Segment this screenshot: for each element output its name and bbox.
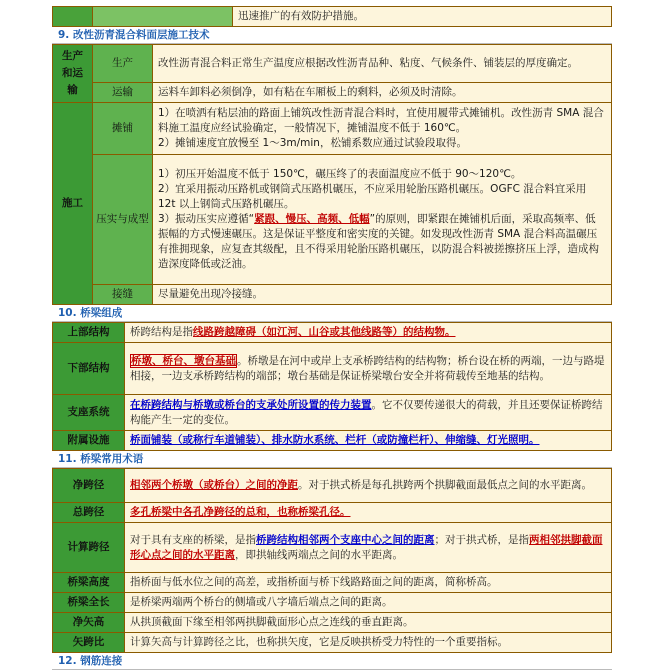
group-construction: 施工 — [53, 103, 93, 305]
row-text-production: 改性沥青混合料正常生产温度应根据改性沥青品种、粘度、气候条件、铺装层的厚度确定。 — [153, 45, 612, 83]
row-label-bearing-system: 支座系统 — [53, 395, 125, 431]
compaction-p3-lead: 3）振动压实应遵循“ — [158, 213, 255, 225]
row-text-substructure: 桥墩、桥台、墩台基础。桥墩是在河中或岸上支承桥跨结构的结构物；桥台设在桥的两端，一边与路堤相接，一边支承桥跨结构的端部；墩台基础是保证桥梁墩台安全并将荷载传至地基的结构。 — [125, 343, 612, 395]
row-label-substructure: 下部结构 — [53, 343, 125, 395]
group-production-transport: 生产和运输 — [53, 45, 93, 103]
row-label-joint: 接缝 — [93, 285, 153, 305]
calc-span-highlight-2: 两相邻拱脚截面形心点之间的水平距离 — [130, 533, 603, 561]
clear-span-highlight: 相邻两个桥墩（或桥台）之间的净距 — [130, 479, 298, 491]
row-label-clear-rise: 净矢高 — [53, 613, 125, 633]
section-9-table — [52, 44, 612, 305]
ancillary-highlight: 桥面铺装（或称行车道铺装）、排水防水系统、栏杆（或防撞栏杆）、伸缩缝、灯光照明。 — [130, 434, 540, 446]
row-text-total-span — [125, 503, 612, 523]
row-label-ancillary: 附属设施 — [53, 431, 125, 451]
substructure-highlight: 桥墩、桥台、墩台基础 — [131, 354, 236, 367]
compaction-p3-rest: ”的原则，即紧跟在摊铺机后面，采取高频率、低振幅的方式慢速碾压。这是保证平整度和密实度的关键。如发现改性沥青 SMA 混合料高温碾压有推拥现象，应复查其级配，且不得采用轮胎压路机碾压，以防混合料被搓擦挤压上浮，造成构造深度降低或泛油。 — [158, 213, 599, 270]
top-continuation-table — [52, 6, 612, 27]
document-page — [52, 0, 612, 670]
section-9-title: 9. 改性沥青混合料面层施工技术 — [52, 27, 612, 44]
row-text-ancillary — [125, 431, 612, 451]
compaction-para-3 — [158, 212, 606, 272]
row-text-joint: 尽量避免出现冷接缝。 — [153, 285, 612, 305]
row-label-production: 生产 — [93, 45, 153, 83]
row-label-clear-span: 净跨径 — [53, 469, 125, 503]
calc-span-highlight-1: 桥跨结构相邻两个支座中心之间的距离 — [256, 533, 435, 546]
row-text-paving: 1）在喷洒有粘层油的路面上铺筑改性沥青混合料时，宜使用履带式摊铺机。改性沥青 SMA 混合料施工温度应经试验确定，一般情况下，摊铺温度不低于 160℃。 2）摊铺速度宜放慢至 1～3m/min，松铺系数应通过试验段取得。 — [153, 103, 612, 155]
section-10-title: 10. 桥梁组成 — [52, 305, 612, 322]
row-label-superstructure: 上部结构 — [53, 323, 125, 343]
section-11-table — [52, 468, 612, 653]
row-label-calc-span: 计算跨径 — [53, 523, 125, 573]
row-text-bridge-length: 是桥梁两端两个桥台的侧墙或八字墙后端点之间的距离。 — [125, 593, 612, 613]
row-text-superstructure: 桥跨结构是指线路跨越障碍（如江河、山谷或其他线路等）的结构物。 — [125, 323, 612, 343]
row-label-rise-span-ratio: 矢跨比 — [53, 633, 125, 653]
row-text-bridge-height: 指桥面与低水位之间的高差，或指桥面与桥下线路路面之间的距离，简称桥高。 — [125, 573, 612, 593]
section-11-title: 11. 桥梁常用术语 — [52, 451, 612, 468]
compaction-para-2: 2）宜采用振动压路机或钢筒式压路机碾压，不应采用轮胎压路机碾压。OGFC 混合料宜采用 12t 以上钢筒式压路机碾压。 — [158, 183, 587, 210]
total-span-highlight: 多孔桥梁中各孔净跨径的总和，也称桥梁孔径。 — [130, 506, 351, 518]
top-row-text: 迅速推广的有效防护措施。 — [233, 7, 612, 27]
top-green-cell — [53, 7, 93, 27]
section-10-table — [52, 322, 612, 451]
superstructure-highlight: 线路跨越障碍（如江河、山谷或其他线路等）的结构物。 — [193, 326, 456, 338]
row-text-transport: 运料车卸料必须倒净，如有粘在车厢板上的剩料，必须及时清除。 — [153, 83, 612, 103]
row-label-transport: 运输 — [93, 83, 153, 103]
row-text-calc-span: 对于具有支座的桥梁，是指桥跨结构相邻两个支座中心之间的距离；对于拱式桥，是指两相邻拱脚截面形心点之间的水平距离，即拱轴线两端点之间的水平距离。 — [125, 523, 612, 573]
row-text-rise-span-ratio: 计算矢高与计算跨径之比，也称拱矢度，它是反映拱桥受力特性的一个重要指标。 — [125, 633, 612, 653]
row-label-paving: 摊铺 — [93, 103, 153, 155]
row-label-compaction: 压实与成型 — [93, 155, 153, 285]
bearing-highlight: 在桥跨结构与桥墩或桥台的支承处所设置的传力装置 — [130, 398, 372, 411]
row-text-compaction — [153, 155, 612, 285]
row-label-total-span: 总跨径 — [53, 503, 125, 523]
compaction-principle-highlight: 紧跟、慢压、高频、低幅 — [254, 213, 370, 225]
row-label-bridge-height: 桥梁高度 — [53, 573, 125, 593]
top-green-cell-2 — [93, 7, 233, 27]
row-text-clear-span: 相邻两个桥墩（或桥台）之间的净距。对于拱式桥是每孔拱跨两个拱脚截面最低点之间的水平距离。 — [125, 469, 612, 503]
row-text-clear-rise: 从拱顶截面下缘至相邻两拱脚截面形心点之连线的垂直距离。 — [125, 613, 612, 633]
section-12-title: 12. 钢筋连接 — [52, 653, 612, 670]
row-label-bridge-length: 桥梁全长 — [53, 593, 125, 613]
row-text-bearing-system: 在桥跨结构与桥墩或桥台的支承处所设置的传力装置。它不仅要传递很大的荷载，并且还要保证桥跨结构能产生一定的变位。 — [125, 395, 612, 431]
compaction-para-1: 1）初压开始温度不低于 150℃，碾压终了的表面温度应不低于 90～120℃。 — [158, 168, 522, 180]
